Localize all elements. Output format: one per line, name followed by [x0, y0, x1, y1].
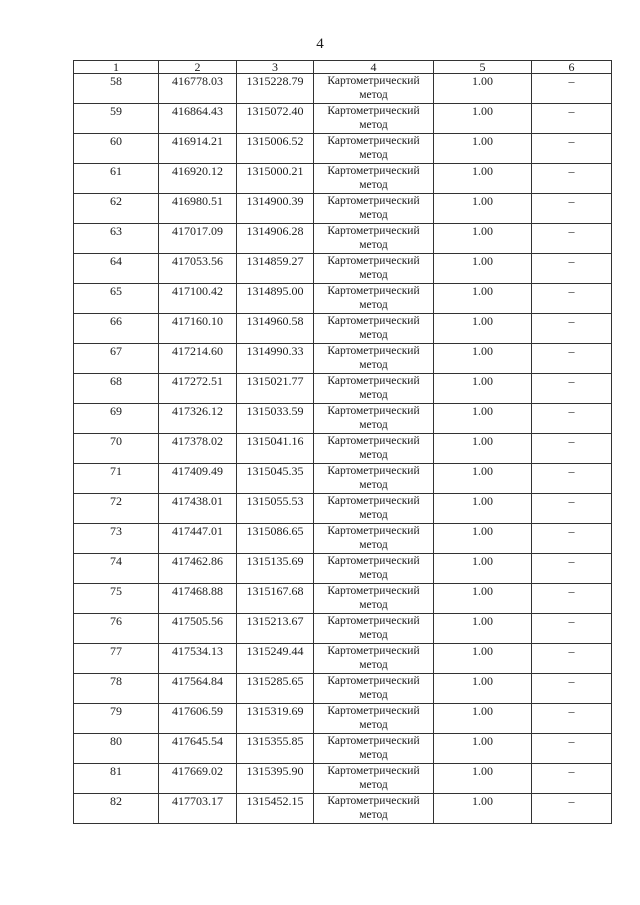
method-line-1: Картометрический	[327, 645, 420, 657]
method-cell	[314, 194, 434, 224]
header-col-2: 2	[159, 61, 237, 74]
accuracy-value: 1.00	[434, 584, 532, 614]
method-line-1: Картометрический	[327, 225, 420, 237]
method-cell	[314, 374, 434, 404]
method-line-1: Картометрический	[327, 255, 420, 267]
method-line-1: Картометрический	[327, 135, 420, 147]
coordinate-x: 417564.84	[159, 674, 237, 704]
table-body	[74, 74, 612, 824]
table-row	[74, 404, 612, 434]
accuracy-value: 1.00	[434, 104, 532, 134]
note-dash: –	[532, 614, 612, 644]
table-row	[74, 374, 612, 404]
method-cell	[314, 614, 434, 644]
accuracy-value: 1.00	[434, 674, 532, 704]
method-line-2: метод	[359, 509, 388, 521]
method-line-1: Картометрический	[327, 405, 420, 417]
point-number: 66	[74, 314, 159, 344]
accuracy-value: 1.00	[434, 284, 532, 314]
method-cell	[314, 494, 434, 524]
point-number: 76	[74, 614, 159, 644]
method-line-1: Картометрический	[327, 345, 420, 357]
coordinate-y: 1314906.28	[237, 224, 314, 254]
method-line-2: метод	[359, 419, 388, 431]
method-cell	[314, 434, 434, 464]
table-row	[74, 764, 612, 794]
method-line-1: Картометрический	[327, 735, 420, 747]
note-dash: –	[532, 704, 612, 734]
point-number: 65	[74, 284, 159, 314]
method-line-1: Картометрический	[327, 465, 420, 477]
point-number: 71	[74, 464, 159, 494]
method-cell	[314, 584, 434, 614]
table-row	[74, 134, 612, 164]
method-line-1: Картометрический	[327, 435, 420, 447]
method-line-1: Картометрический	[327, 315, 420, 327]
method-line-2: метод	[359, 629, 388, 641]
coordinate-x: 417409.49	[159, 464, 237, 494]
note-dash: –	[532, 764, 612, 794]
method-line-2: метод	[359, 479, 388, 491]
method-line-1: Картометрический	[327, 765, 420, 777]
method-line-1: Картометрический	[327, 705, 420, 717]
table-header-row	[74, 61, 612, 74]
accuracy-value: 1.00	[434, 404, 532, 434]
method-cell	[314, 134, 434, 164]
note-dash: –	[532, 104, 612, 134]
note-dash: –	[532, 584, 612, 614]
coordinate-y: 1315228.79	[237, 74, 314, 104]
method-line-2: метод	[359, 149, 388, 161]
method-line-2: метод	[359, 89, 388, 101]
method-line-1: Картометрический	[327, 495, 420, 507]
method-line-2: метод	[359, 179, 388, 191]
table-row	[74, 344, 612, 374]
coordinate-x: 416864.43	[159, 104, 237, 134]
note-dash: –	[532, 434, 612, 464]
accuracy-value: 1.00	[434, 224, 532, 254]
note-dash: –	[532, 674, 612, 704]
method-cell	[314, 764, 434, 794]
table-row	[74, 614, 612, 644]
method-line-1: Картометрический	[327, 615, 420, 627]
note-dash: –	[532, 74, 612, 104]
table-row	[74, 494, 612, 524]
coordinate-x: 417378.02	[159, 434, 237, 464]
header-col-3: 3	[237, 61, 314, 74]
coordinate-x: 417462.86	[159, 554, 237, 584]
header-col-5: 5	[434, 61, 532, 74]
accuracy-value: 1.00	[434, 194, 532, 224]
point-number: 58	[74, 74, 159, 104]
point-number: 69	[74, 404, 159, 434]
note-dash: –	[532, 404, 612, 434]
coordinate-x: 417447.01	[159, 524, 237, 554]
note-dash: –	[532, 554, 612, 584]
coordinate-y: 1314859.27	[237, 254, 314, 284]
point-number: 78	[74, 674, 159, 704]
accuracy-value: 1.00	[434, 734, 532, 764]
coordinate-y: 1315033.59	[237, 404, 314, 434]
coordinate-y: 1315086.65	[237, 524, 314, 554]
method-line-1: Картометрический	[327, 105, 420, 117]
coordinate-y: 1315213.67	[237, 614, 314, 644]
coordinate-x: 417214.60	[159, 344, 237, 374]
coordinate-x: 417272.51	[159, 374, 237, 404]
method-cell	[314, 344, 434, 374]
method-cell	[314, 74, 434, 104]
coordinate-x: 417160.10	[159, 314, 237, 344]
accuracy-value: 1.00	[434, 494, 532, 524]
method-line-1: Картометрический	[327, 585, 420, 597]
method-cell	[314, 224, 434, 254]
coordinate-x: 417017.09	[159, 224, 237, 254]
header-col-4: 4	[314, 61, 434, 74]
method-line-2: метод	[359, 659, 388, 671]
table-row	[74, 284, 612, 314]
method-line-2: метод	[359, 389, 388, 401]
note-dash: –	[532, 644, 612, 674]
method-line-2: метод	[359, 689, 388, 701]
method-line-2: метод	[359, 119, 388, 131]
method-line-1: Картометрический	[327, 75, 420, 87]
method-line-2: метод	[359, 209, 388, 221]
coordinate-y: 1315000.21	[237, 164, 314, 194]
method-line-2: метод	[359, 299, 388, 311]
method-line-1: Картометрический	[327, 555, 420, 567]
point-number: 59	[74, 104, 159, 134]
note-dash: –	[532, 284, 612, 314]
method-cell	[314, 164, 434, 194]
note-dash: –	[532, 164, 612, 194]
note-dash: –	[532, 344, 612, 374]
coordinate-y: 1315045.35	[237, 464, 314, 494]
coordinate-y: 1315041.16	[237, 434, 314, 464]
method-cell	[314, 734, 434, 764]
point-number: 67	[74, 344, 159, 374]
accuracy-value: 1.00	[434, 554, 532, 584]
method-line-1: Картометрический	[327, 165, 420, 177]
note-dash: –	[532, 734, 612, 764]
point-number: 80	[74, 734, 159, 764]
point-number: 77	[74, 644, 159, 674]
method-cell	[314, 104, 434, 134]
table-row	[74, 554, 612, 584]
accuracy-value: 1.00	[434, 74, 532, 104]
note-dash: –	[532, 494, 612, 524]
point-number: 64	[74, 254, 159, 284]
coordinate-x: 416980.51	[159, 194, 237, 224]
accuracy-value: 1.00	[434, 704, 532, 734]
point-number: 82	[74, 794, 159, 824]
accuracy-value: 1.00	[434, 134, 532, 164]
coordinate-y: 1314990.33	[237, 344, 314, 374]
note-dash: –	[532, 374, 612, 404]
accuracy-value: 1.00	[434, 254, 532, 284]
coordinate-x: 416778.03	[159, 74, 237, 104]
method-cell	[314, 464, 434, 494]
table-row	[74, 434, 612, 464]
method-cell	[314, 554, 434, 584]
table-row	[74, 794, 612, 824]
method-cell	[314, 644, 434, 674]
coordinate-y: 1315319.69	[237, 704, 314, 734]
method-line-1: Картометрический	[327, 525, 420, 537]
page-number: 4	[316, 36, 324, 52]
point-number: 72	[74, 494, 159, 524]
point-number: 81	[74, 764, 159, 794]
note-dash: –	[532, 224, 612, 254]
coordinate-y: 1315072.40	[237, 104, 314, 134]
method-line-1: Картометрический	[327, 675, 420, 687]
coordinate-x: 417326.12	[159, 404, 237, 434]
coordinate-x: 417703.17	[159, 794, 237, 824]
method-cell	[314, 254, 434, 284]
table-row	[74, 704, 612, 734]
method-cell	[314, 674, 434, 704]
coordinate-y: 1315021.77	[237, 374, 314, 404]
coordinate-y: 1315135.69	[237, 554, 314, 584]
point-number: 70	[74, 434, 159, 464]
table-row	[74, 644, 612, 674]
accuracy-value: 1.00	[434, 794, 532, 824]
accuracy-value: 1.00	[434, 614, 532, 644]
method-line-2: метод	[359, 779, 388, 791]
point-number: 74	[74, 554, 159, 584]
accuracy-value: 1.00	[434, 764, 532, 794]
table-row	[74, 164, 612, 194]
method-line-2: метод	[359, 539, 388, 551]
coordinate-y: 1314900.39	[237, 194, 314, 224]
method-line-1: Картометрический	[327, 795, 420, 807]
table-row	[74, 734, 612, 764]
point-number: 79	[74, 704, 159, 734]
coordinate-x: 417645.54	[159, 734, 237, 764]
method-line-2: метод	[359, 569, 388, 581]
coordinate-y: 1315355.85	[237, 734, 314, 764]
method-cell	[314, 314, 434, 344]
accuracy-value: 1.00	[434, 314, 532, 344]
table-row	[74, 464, 612, 494]
coordinate-y: 1314895.00	[237, 284, 314, 314]
method-cell	[314, 794, 434, 824]
coordinate-x: 417534.13	[159, 644, 237, 674]
coordinate-x: 416920.12	[159, 164, 237, 194]
table-row	[74, 254, 612, 284]
method-cell	[314, 284, 434, 314]
coordinate-x: 417053.56	[159, 254, 237, 284]
coordinate-y: 1315285.65	[237, 674, 314, 704]
point-number: 73	[74, 524, 159, 554]
coordinate-x: 417669.02	[159, 764, 237, 794]
method-line-2: метод	[359, 809, 388, 821]
note-dash: –	[532, 134, 612, 164]
table-row	[74, 584, 612, 614]
table-row	[74, 524, 612, 554]
point-number: 63	[74, 224, 159, 254]
coordinate-x: 417505.56	[159, 614, 237, 644]
method-line-2: метод	[359, 269, 388, 281]
method-line-1: Картометрический	[327, 375, 420, 387]
coordinate-y: 1314960.58	[237, 314, 314, 344]
point-number: 62	[74, 194, 159, 224]
accuracy-value: 1.00	[434, 344, 532, 374]
accuracy-value: 1.00	[434, 374, 532, 404]
note-dash: –	[532, 314, 612, 344]
table-row	[74, 194, 612, 224]
accuracy-value: 1.00	[434, 464, 532, 494]
table-row	[74, 674, 612, 704]
coordinate-y: 1315006.52	[237, 134, 314, 164]
note-dash: –	[532, 194, 612, 224]
coordinate-x: 417606.59	[159, 704, 237, 734]
method-line-2: метод	[359, 719, 388, 731]
accuracy-value: 1.00	[434, 524, 532, 554]
coordinate-y: 1315452.15	[237, 794, 314, 824]
method-line-2: метод	[359, 359, 388, 371]
method-line-2: метод	[359, 449, 388, 461]
method-cell	[314, 704, 434, 734]
note-dash: –	[532, 464, 612, 494]
coordinate-x: 416914.21	[159, 134, 237, 164]
coordinate-y: 1315395.90	[237, 764, 314, 794]
coordinate-y: 1315249.44	[237, 644, 314, 674]
coordinate-x: 417468.88	[159, 584, 237, 614]
method-line-1: Картометрический	[327, 285, 420, 297]
coordinate-x: 417100.42	[159, 284, 237, 314]
accuracy-value: 1.00	[434, 164, 532, 194]
point-number: 68	[74, 374, 159, 404]
method-line-2: метод	[359, 749, 388, 761]
coordinate-y: 1315055.53	[237, 494, 314, 524]
accuracy-value: 1.00	[434, 434, 532, 464]
point-number: 60	[74, 134, 159, 164]
note-dash: –	[532, 254, 612, 284]
table-row	[74, 224, 612, 254]
coordinate-x: 417438.01	[159, 494, 237, 524]
point-number: 75	[74, 584, 159, 614]
method-cell	[314, 404, 434, 434]
table-row	[74, 104, 612, 134]
method-line-2: метод	[359, 329, 388, 341]
header-col-6: 6	[532, 61, 612, 74]
coordinate-y: 1315167.68	[237, 584, 314, 614]
method-cell	[314, 524, 434, 554]
note-dash: –	[532, 794, 612, 824]
note-dash: –	[532, 524, 612, 554]
coordinates-table	[73, 60, 612, 824]
header-col-1: 1	[74, 61, 159, 74]
method-line-2: метод	[359, 239, 388, 251]
accuracy-value: 1.00	[434, 644, 532, 674]
method-line-2: метод	[359, 599, 388, 611]
table-row	[74, 314, 612, 344]
method-line-1: Картометрический	[327, 195, 420, 207]
point-number: 61	[74, 164, 159, 194]
table-row	[74, 74, 612, 104]
